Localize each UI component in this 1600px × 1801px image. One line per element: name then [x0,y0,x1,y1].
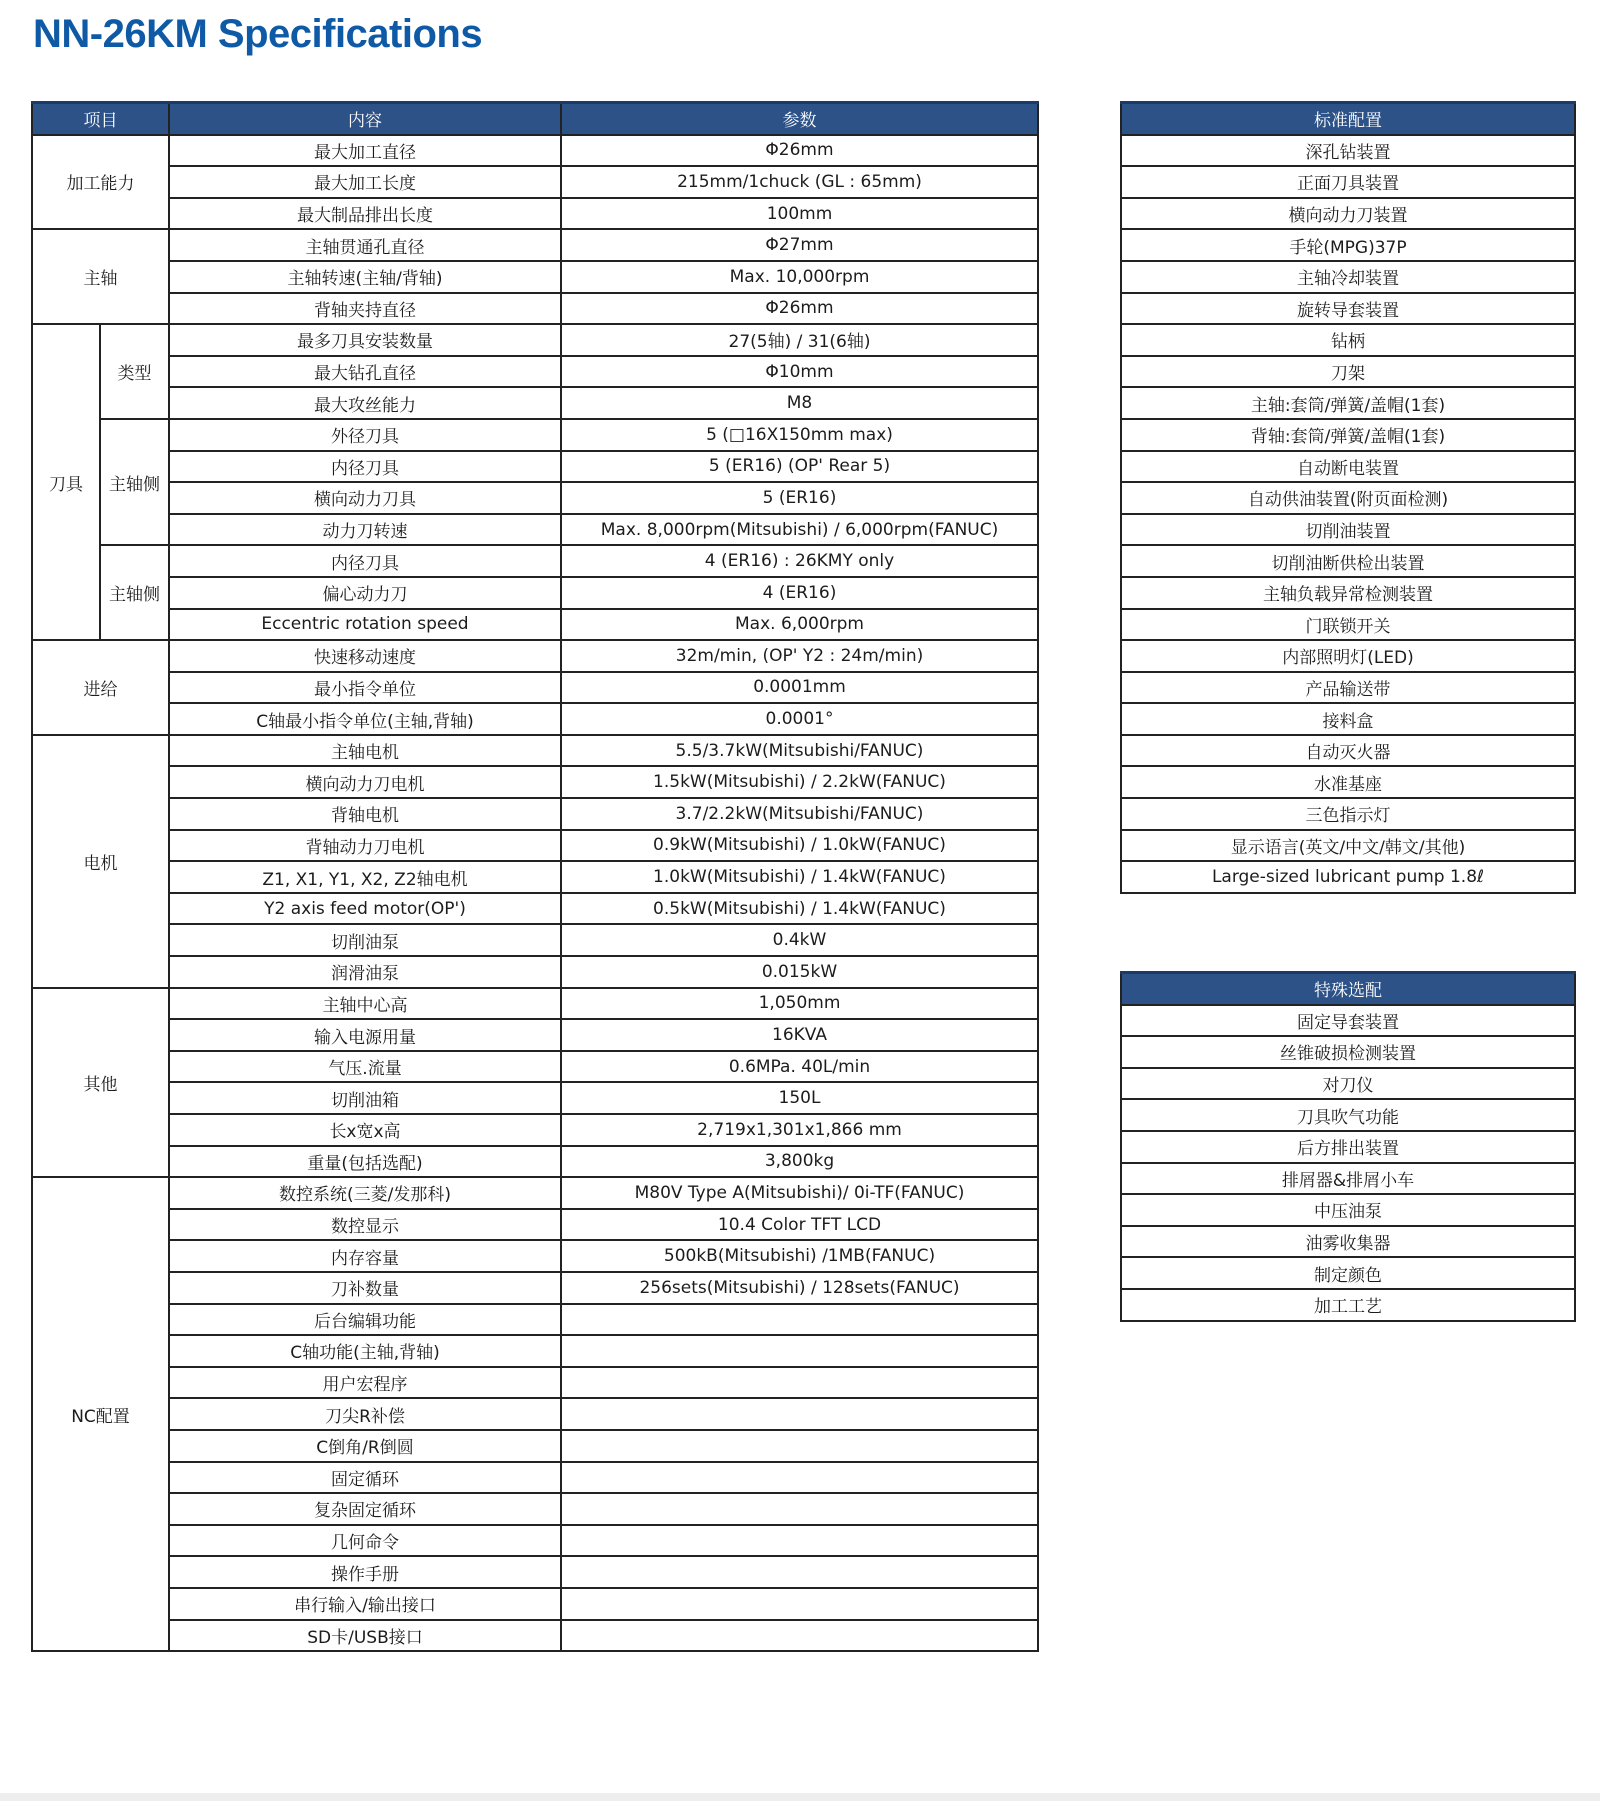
row-content: 快速移动速度 [169,640,561,672]
list-item [1121,451,1575,483]
standard-item: 自动供油装置(附页面检测) [1121,482,1575,514]
row-param [561,1556,1038,1588]
table-row [32,1620,1038,1652]
row-param: 5 (□16X150mm max) [561,419,1038,451]
list-item [1121,609,1575,641]
row-param: 3,800kg [561,1146,1038,1178]
spec-table [31,101,1039,1652]
row-param [561,1525,1038,1557]
row-param: M8 [561,387,1038,419]
table-row [32,830,1038,862]
optional-item: 对刀仪 [1121,1068,1575,1100]
standard-item: 主轴冷却装置 [1121,261,1575,293]
table-row [32,1588,1038,1620]
standard-item: 门联锁开关 [1121,609,1575,641]
list-item [1121,703,1575,735]
row-param: 5 (ER16) (OP' Rear 5) [561,451,1038,483]
table-row [32,1335,1038,1367]
standard-item: 旋转导套装置 [1121,293,1575,325]
subcategory-tool-main-side: 主轴侧 [100,419,169,545]
row-param [561,1304,1038,1336]
table-row [32,956,1038,988]
list-item [1121,293,1575,325]
row-param: 0.9kW(Mitsubishi) / 1.0kW(FANUC) [561,830,1038,862]
row-content: 主轴转速(主轴/背轴) [169,261,561,293]
standard-item: 水准基座 [1121,766,1575,798]
table-row [32,672,1038,704]
table-row [32,735,1038,767]
list-item [1121,577,1575,609]
row-content: SD卡/USB接口 [169,1620,561,1652]
list-item [1121,830,1575,862]
row-content: 内径刀具 [169,545,561,577]
list-item [1121,798,1575,830]
list-item [1121,261,1575,293]
row-content: 润滑油泵 [169,956,561,988]
standard-item: 横向动力刀装置 [1121,198,1575,230]
table-row [32,387,1038,419]
list-item [1121,419,1575,451]
row-param: 4 (ER16) [561,577,1038,609]
list-item [1121,1226,1575,1258]
row-content: 气压.流量 [169,1051,561,1083]
row-param: 100mm [561,198,1038,230]
list-item [1121,1099,1575,1131]
table-row [32,1367,1038,1399]
list-item [1121,198,1575,230]
row-param [561,1398,1038,1430]
row-param: Φ10mm [561,356,1038,388]
table-row [32,798,1038,830]
table-row [32,640,1038,672]
category-feed: 进给 [32,640,169,735]
table-row [32,1019,1038,1051]
row-param: 256sets(Mitsubishi) / 128sets(FANUC) [561,1272,1038,1304]
table-row [32,577,1038,609]
table-row [32,135,1038,167]
standard-item: 接料盒 [1121,703,1575,735]
row-content: 固定循环 [169,1462,561,1494]
row-param [561,1588,1038,1620]
table-row [32,1209,1038,1241]
standard-item: 正面刀具装置 [1121,166,1575,198]
optional-item: 制定颜色 [1121,1257,1575,1289]
optional-item: 后方排出装置 [1121,1131,1575,1163]
optional-item: 刀具吹气功能 [1121,1099,1575,1131]
row-content: 背轴动力刀电机 [169,830,561,862]
header-param: 参数 [561,103,1038,135]
row-param: 0.6MPa. 40L/min [561,1051,1038,1083]
row-content: 数控系统(三菱/发那科) [169,1177,561,1209]
standard-item: 产品输送带 [1121,672,1575,704]
list-item [1121,672,1575,704]
table-row [32,1430,1038,1462]
list-item [1121,166,1575,198]
subcategory-tool-type: 类型 [100,324,169,419]
table-row [32,609,1038,641]
row-content: 重量(包括选配) [169,1146,561,1178]
row-param: 500kB(Mitsubishi) /1MB(FANUC) [561,1240,1038,1272]
header-standard: 标准配置 [1121,103,1575,135]
list-item [1121,1257,1575,1289]
row-content: 刀尖R补偿 [169,1398,561,1430]
standard-item: 主轴:套筒/弹簧/盖帽(1套) [1121,387,1575,419]
row-content: 外径刀具 [169,419,561,451]
row-content: 最小指令单位 [169,672,561,704]
row-param: 2,719x1,301x1,866 mm [561,1114,1038,1146]
row-param: 150L [561,1082,1038,1114]
standard-item: 内部照明灯(LED) [1121,640,1575,672]
table-row [32,514,1038,546]
row-content: 后台编辑功能 [169,1304,561,1336]
table-row [32,1240,1038,1272]
row-param: 32m/min, (OP' Y2 : 24m/min) [561,640,1038,672]
list-item [1121,1131,1575,1163]
row-content: C轴功能(主轴,背轴) [169,1335,561,1367]
category-motor: 电机 [32,735,169,988]
row-content: 横向动力刀电机 [169,766,561,798]
row-content: 最大攻丝能力 [169,387,561,419]
row-param: 0.0001° [561,703,1038,735]
list-item [1121,1194,1575,1226]
list-item [1121,766,1575,798]
row-content: Y2 axis feed motor(OP') [169,893,561,925]
row-content: 最多刀具安装数量 [169,324,561,356]
table-row [32,766,1038,798]
standard-config-table [1120,101,1576,894]
table-row [32,1051,1038,1083]
row-content: 最大加工直径 [169,135,561,167]
spec-table-header [32,103,1038,135]
table-row [32,924,1038,956]
list-item [1121,1036,1575,1068]
table-row [32,1114,1038,1146]
row-param: Max. 10,000rpm [561,261,1038,293]
list-item [1121,861,1575,893]
category-tool: 刀具 [32,324,100,640]
row-param: 0.015kW [561,956,1038,988]
row-content: 操作手册 [169,1556,561,1588]
optional-item: 排屑器&排屑小车 [1121,1163,1575,1195]
table-row [32,893,1038,925]
row-content: 复杂固定循环 [169,1493,561,1525]
row-content: 串行输入/输出接口 [169,1588,561,1620]
list-item [1121,514,1575,546]
standard-item: 显示语言(英文/中文/韩文/其他) [1121,830,1575,862]
table-row [32,1082,1038,1114]
row-content: 主轴贯通孔直径 [169,229,561,261]
optional-item: 加工工艺 [1121,1289,1575,1321]
row-param: 5 (ER16) [561,482,1038,514]
row-param [561,1367,1038,1399]
row-content: 主轴电机 [169,735,561,767]
table-row [32,1177,1038,1209]
footer-band [0,1793,1600,1801]
list-item [1121,640,1575,672]
standard-item: 自动断电装置 [1121,451,1575,483]
row-param: 16KVA [561,1019,1038,1051]
standard-item: 深孔钻装置 [1121,135,1575,167]
table-row [32,419,1038,451]
list-item [1121,1068,1575,1100]
list-item [1121,1163,1575,1195]
table-row [32,293,1038,325]
row-content: Eccentric rotation speed [169,609,561,641]
row-content: 刀补数量 [169,1272,561,1304]
list-item [1121,545,1575,577]
row-content: 最大钻孔直径 [169,356,561,388]
row-content: 切削油泵 [169,924,561,956]
optional-item: 丝锥破损检测装置 [1121,1036,1575,1068]
table-row [32,482,1038,514]
row-content: 数控显示 [169,1209,561,1241]
table-row [32,1556,1038,1588]
table-row [32,1304,1038,1336]
row-content: 输入电源用量 [169,1019,561,1051]
standard-item: 主轴负载异常检测装置 [1121,577,1575,609]
row-param [561,1462,1038,1494]
table-row [32,451,1038,483]
list-item [1121,135,1575,167]
list-item [1121,1289,1575,1321]
standard-item: 手轮(MPG)37P [1121,229,1575,261]
row-param [561,1430,1038,1462]
table-row [32,1462,1038,1494]
table-row [32,229,1038,261]
row-content: 动力刀转速 [169,514,561,546]
optional-item: 油雾收集器 [1121,1226,1575,1258]
table-row [32,166,1038,198]
table-row [32,356,1038,388]
list-item [1121,356,1575,388]
optional-item: 中压油泵 [1121,1194,1575,1226]
header-optional: 特殊选配 [1121,973,1575,1005]
row-param: 4 (ER16) : 26KMY only [561,545,1038,577]
subcategory-tool-back-side: 主轴侧 [100,545,169,640]
row-param [561,1620,1038,1652]
row-param: 1.0kW(Mitsubishi) / 1.4kW(FANUC) [561,861,1038,893]
table-row [32,198,1038,230]
page-title: NN-26KM Specifications [33,12,483,56]
table-row [32,1493,1038,1525]
table-row [32,261,1038,293]
table-row [32,703,1038,735]
row-param: 0.0001mm [561,672,1038,704]
row-param: 1.5kW(Mitsubishi) / 2.2kW(FANUC) [561,766,1038,798]
category-machining: 加工能力 [32,135,169,230]
row-param: 215mm/1chuck (GL : 65mm) [561,166,1038,198]
row-param: Φ26mm [561,135,1038,167]
row-param [561,1335,1038,1367]
table-row [32,861,1038,893]
category-other: 其他 [32,988,169,1178]
standard-item: 切削油装置 [1121,514,1575,546]
row-content: 几何命令 [169,1525,561,1557]
row-content: 用户宏程序 [169,1367,561,1399]
standard-item: 背轴:套筒/弹簧/盖帽(1套) [1121,419,1575,451]
standard-item: 钻柄 [1121,324,1575,356]
list-item [1121,735,1575,767]
row-param: Φ26mm [561,293,1038,325]
list-item [1121,1005,1575,1037]
row-param: M80V Type A(Mitsubishi)/ 0i-TF(FANUC) [561,1177,1038,1209]
row-content: 背轴电机 [169,798,561,830]
table-row [32,324,1038,356]
category-spindle: 主轴 [32,229,169,324]
standard-item: 自动灭火器 [1121,735,1575,767]
table-row [32,545,1038,577]
standard-item: 切削油断供检出装置 [1121,545,1575,577]
standard-item: 刀架 [1121,356,1575,388]
list-item [1121,387,1575,419]
header-content: 内容 [169,103,561,135]
table-row [32,988,1038,1020]
optional-config-table [1120,971,1576,1322]
standard-item: Large-sized lubricant pump 1.8ℓ [1121,861,1575,893]
row-param: 3.7/2.2kW(Mitsubishi/FANUC) [561,798,1038,830]
row-param: Max. 6,000rpm [561,609,1038,641]
list-item [1121,482,1575,514]
header-item: 项目 [32,103,169,135]
row-content: C轴最小指令单位(主轴,背轴) [169,703,561,735]
category-nc: NC配置 [32,1177,169,1651]
row-content: 背轴夹持直径 [169,293,561,325]
table-row [32,1525,1038,1557]
row-content: 最大加工长度 [169,166,561,198]
optional-item: 固定导套装置 [1121,1005,1575,1037]
table-row [32,1398,1038,1430]
standard-item: 三色指示灯 [1121,798,1575,830]
row-param: Max. 8,000rpm(Mitsubishi) / 6,000rpm(FANUC) [561,514,1038,546]
row-content: 切削油箱 [169,1082,561,1114]
row-param: 5.5/3.7kW(Mitsubishi/FANUC) [561,735,1038,767]
list-item [1121,324,1575,356]
row-param: 27(5轴) / 31(6轴) [561,324,1038,356]
table-row [32,1146,1038,1178]
table-row [32,1272,1038,1304]
row-param: 0.5kW(Mitsubishi) / 1.4kW(FANUC) [561,893,1038,925]
row-content: 内存容量 [169,1240,561,1272]
list-item [1121,229,1575,261]
row-content: 主轴中心高 [169,988,561,1020]
row-content: 偏心动力刀 [169,577,561,609]
row-param: 1,050mm [561,988,1038,1020]
row-content: 长x宽x高 [169,1114,561,1146]
row-param: Φ27mm [561,229,1038,261]
row-content: 横向动力刀具 [169,482,561,514]
row-param [561,1493,1038,1525]
row-content: Z1, X1, Y1, X2, Z2轴电机 [169,861,561,893]
row-content: C倒角/R倒圆 [169,1430,561,1462]
row-content: 最大制品排出长度 [169,198,561,230]
row-param: 0.4kW [561,924,1038,956]
row-param: 10.4 Color TFT LCD [561,1209,1038,1241]
row-content: 内径刀具 [169,451,561,483]
